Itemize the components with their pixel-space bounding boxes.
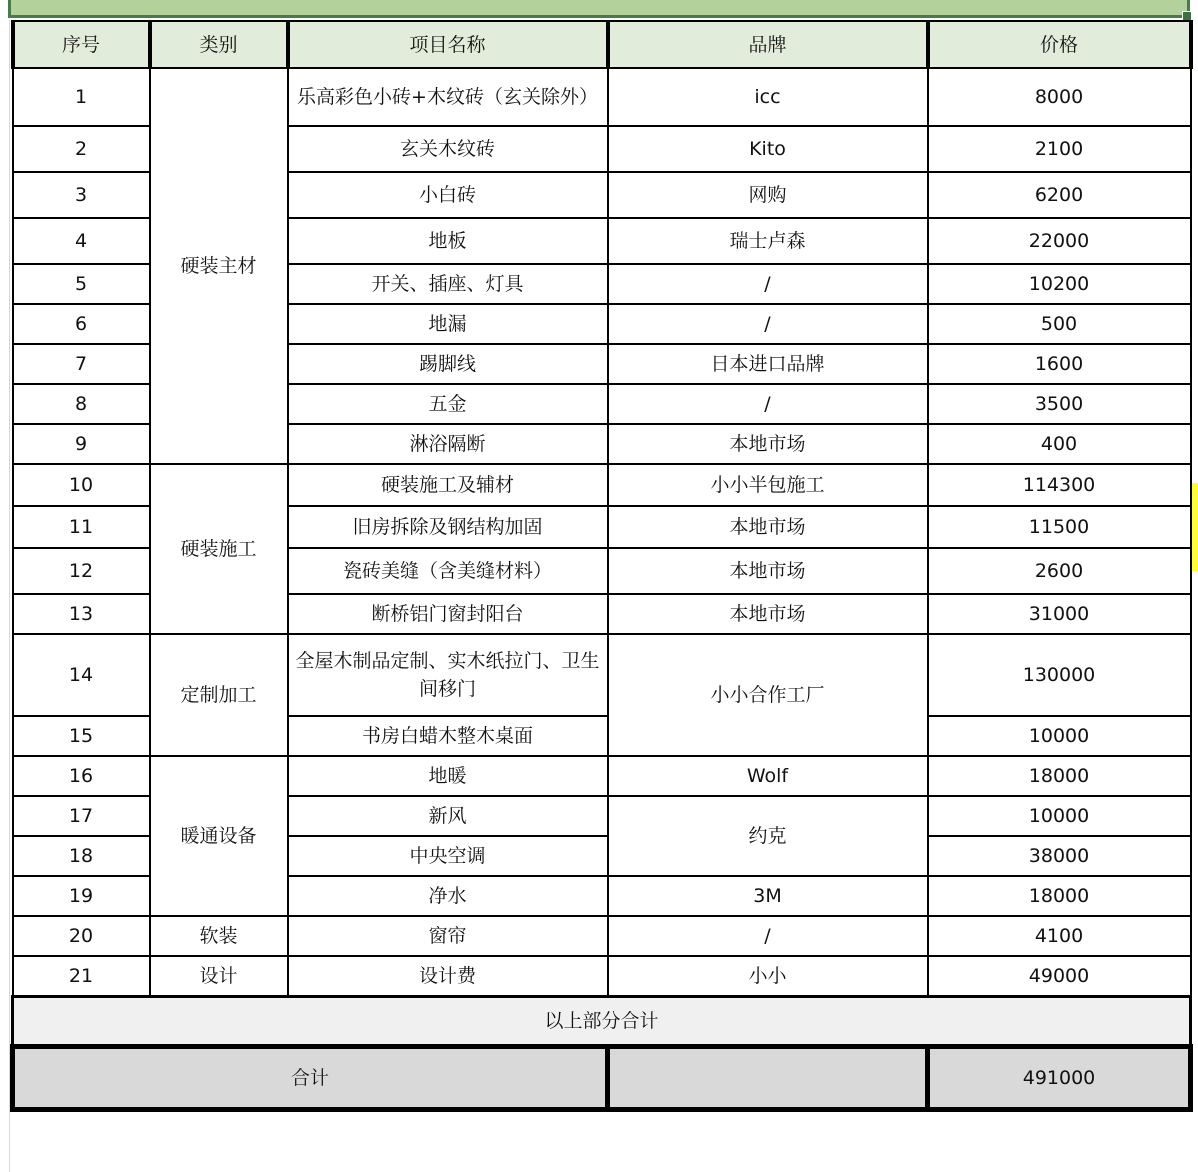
category-cell[interactable]: 硬装主材	[150, 68, 288, 464]
row-number[interactable]: 21	[13, 956, 150, 996]
header-no[interactable]: 序号	[13, 21, 150, 68]
brand-cell[interactable]: /	[608, 264, 928, 304]
category-cell[interactable]: 暖通设备	[150, 756, 288, 916]
price-cell[interactable]: 10000	[928, 716, 1191, 756]
item-name[interactable]: 小白砖	[288, 172, 608, 218]
price-cell[interactable]: 10000	[928, 796, 1191, 836]
brand-cell[interactable]: 瑞士卢森	[608, 218, 928, 264]
row-number[interactable]: 15	[13, 716, 150, 756]
brand-cell[interactable]: 网购	[608, 172, 928, 218]
selected-cell-bar[interactable]	[8, 0, 1190, 18]
price-cell[interactable]: 400	[928, 424, 1191, 464]
row-number[interactable]: 13	[13, 594, 150, 634]
price-cell[interactable]: 6200	[928, 172, 1191, 218]
brand-cell[interactable]: 日本进口品牌	[608, 344, 928, 384]
item-name[interactable]: 中央空调	[288, 836, 608, 876]
brand-cell[interactable]: Wolf	[608, 756, 928, 796]
category-cell[interactable]: 设计	[150, 956, 288, 996]
item-name[interactable]: 窗帘	[288, 916, 608, 956]
row-number[interactable]: 18	[13, 836, 150, 876]
row-number[interactable]: 2	[13, 126, 150, 172]
item-name[interactable]: 旧房拆除及钢结构加固	[288, 506, 608, 548]
item-name[interactable]: 设计费	[288, 956, 608, 996]
row-number[interactable]: 4	[13, 218, 150, 264]
item-name[interactable]: 全屋木制品定制、实木纸拉门、卫生间移门	[288, 634, 608, 716]
item-name[interactable]: 地漏	[288, 304, 608, 344]
table-row	[13, 68, 1191, 126]
brand-cell[interactable]: 约克	[608, 796, 928, 876]
table-row	[13, 956, 1191, 996]
price-cell[interactable]: 31000	[928, 594, 1191, 634]
price-cell[interactable]: 10200	[928, 264, 1191, 304]
row-gutter	[0, 20, 10, 1172]
price-cell[interactable]: 18000	[928, 756, 1191, 796]
header-category[interactable]: 类别	[150, 21, 288, 68]
table-row	[13, 916, 1191, 956]
price-cell[interactable]: 130000	[928, 634, 1191, 716]
price-cell[interactable]: 500	[928, 304, 1191, 344]
item-name[interactable]: 淋浴隔断	[288, 424, 608, 464]
brand-cell[interactable]: /	[608, 916, 928, 956]
subtotal-row	[13, 996, 1191, 1046]
price-cell[interactable]: 3500	[928, 384, 1191, 424]
price-cell[interactable]: 38000	[928, 836, 1191, 876]
row-number[interactable]: 10	[13, 464, 150, 506]
item-name[interactable]: 乐高彩色小砖+木纹砖（玄关除外）	[288, 68, 608, 126]
price-cell[interactable]: 18000	[928, 876, 1191, 916]
item-name[interactable]: 断桥铝门窗封阳台	[288, 594, 608, 634]
budget-table	[10, 20, 1193, 1112]
table-row	[13, 634, 1191, 716]
brand-cell[interactable]: 本地市场	[608, 506, 928, 548]
category-cell[interactable]: 软装	[150, 916, 288, 956]
price-cell[interactable]: 49000	[928, 956, 1191, 996]
item-name[interactable]: 玄关木纹砖	[288, 126, 608, 172]
price-cell[interactable]: 2100	[928, 126, 1191, 172]
item-name[interactable]: 瓷砖美缝（含美缝材料）	[288, 548, 608, 594]
brand-cell[interactable]: Kito	[608, 126, 928, 172]
row-number[interactable]: 14	[13, 634, 150, 716]
brand-cell[interactable]: 小小合作工厂	[608, 634, 928, 756]
price-cell[interactable]: 114300	[928, 464, 1191, 506]
row-number[interactable]: 20	[13, 916, 150, 956]
brand-cell[interactable]: 小小半包施工	[608, 464, 928, 506]
header-brand[interactable]: 品牌	[608, 21, 928, 68]
row-number[interactable]: 6	[13, 304, 150, 344]
row-number[interactable]: 5	[13, 264, 150, 304]
row-number[interactable]: 8	[13, 384, 150, 424]
subtotal-label[interactable]: 以上部分合计	[13, 996, 1191, 1046]
total-label[interactable]: 合计	[13, 1046, 608, 1109]
brand-cell[interactable]: 3M	[608, 876, 928, 916]
item-name[interactable]: 踢脚线	[288, 344, 608, 384]
category-cell[interactable]: 定制加工	[150, 634, 288, 756]
item-name[interactable]: 硬装施工及辅材	[288, 464, 608, 506]
row-number[interactable]: 11	[13, 506, 150, 548]
row-number[interactable]: 3	[13, 172, 150, 218]
row-number[interactable]: 19	[13, 876, 150, 916]
brand-cell[interactable]: 本地市场	[608, 594, 928, 634]
item-name[interactable]: 地暖	[288, 756, 608, 796]
brand-cell[interactable]: icc	[608, 68, 928, 126]
table-row	[13, 464, 1191, 506]
item-name[interactable]: 五金	[288, 384, 608, 424]
total-empty-cell[interactable]	[608, 1046, 928, 1109]
header-row	[13, 21, 1191, 68]
item-name[interactable]: 净水	[288, 876, 608, 916]
price-cell[interactable]: 1600	[928, 344, 1191, 384]
price-cell[interactable]: 8000	[928, 68, 1191, 126]
header-price[interactable]: 价格	[928, 21, 1191, 68]
price-cell[interactable]: 2600	[928, 548, 1191, 594]
price-cell[interactable]: 22000	[928, 218, 1191, 264]
row-number[interactable]: 12	[13, 548, 150, 594]
brand-cell[interactable]: /	[608, 384, 928, 424]
row-number[interactable]: 17	[13, 796, 150, 836]
category-cell[interactable]: 硬装施工	[150, 464, 288, 634]
price-cell[interactable]: 4100	[928, 916, 1191, 956]
brand-cell[interactable]: 小小	[608, 956, 928, 996]
item-name[interactable]: 新风	[288, 796, 608, 836]
item-name[interactable]: 书房白蜡木整木桌面	[288, 716, 608, 756]
total-value[interactable]: 491000	[928, 1046, 1191, 1109]
brand-cell[interactable]: 本地市场	[608, 424, 928, 464]
row-number[interactable]: 9	[13, 424, 150, 464]
brand-cell[interactable]: /	[608, 304, 928, 344]
table-row	[13, 756, 1191, 796]
brand-cell[interactable]: 本地市场	[608, 548, 928, 594]
item-name[interactable]: 开关、插座、灯具	[288, 264, 608, 304]
item-name[interactable]: 地板	[288, 218, 608, 264]
header-item-name[interactable]: 项目名称	[288, 21, 608, 68]
row-number[interactable]: 1	[13, 68, 150, 126]
total-row	[13, 1046, 1191, 1109]
row-number[interactable]: 7	[13, 344, 150, 384]
row-number[interactable]: 16	[13, 756, 150, 796]
price-cell[interactable]: 11500	[928, 506, 1191, 548]
